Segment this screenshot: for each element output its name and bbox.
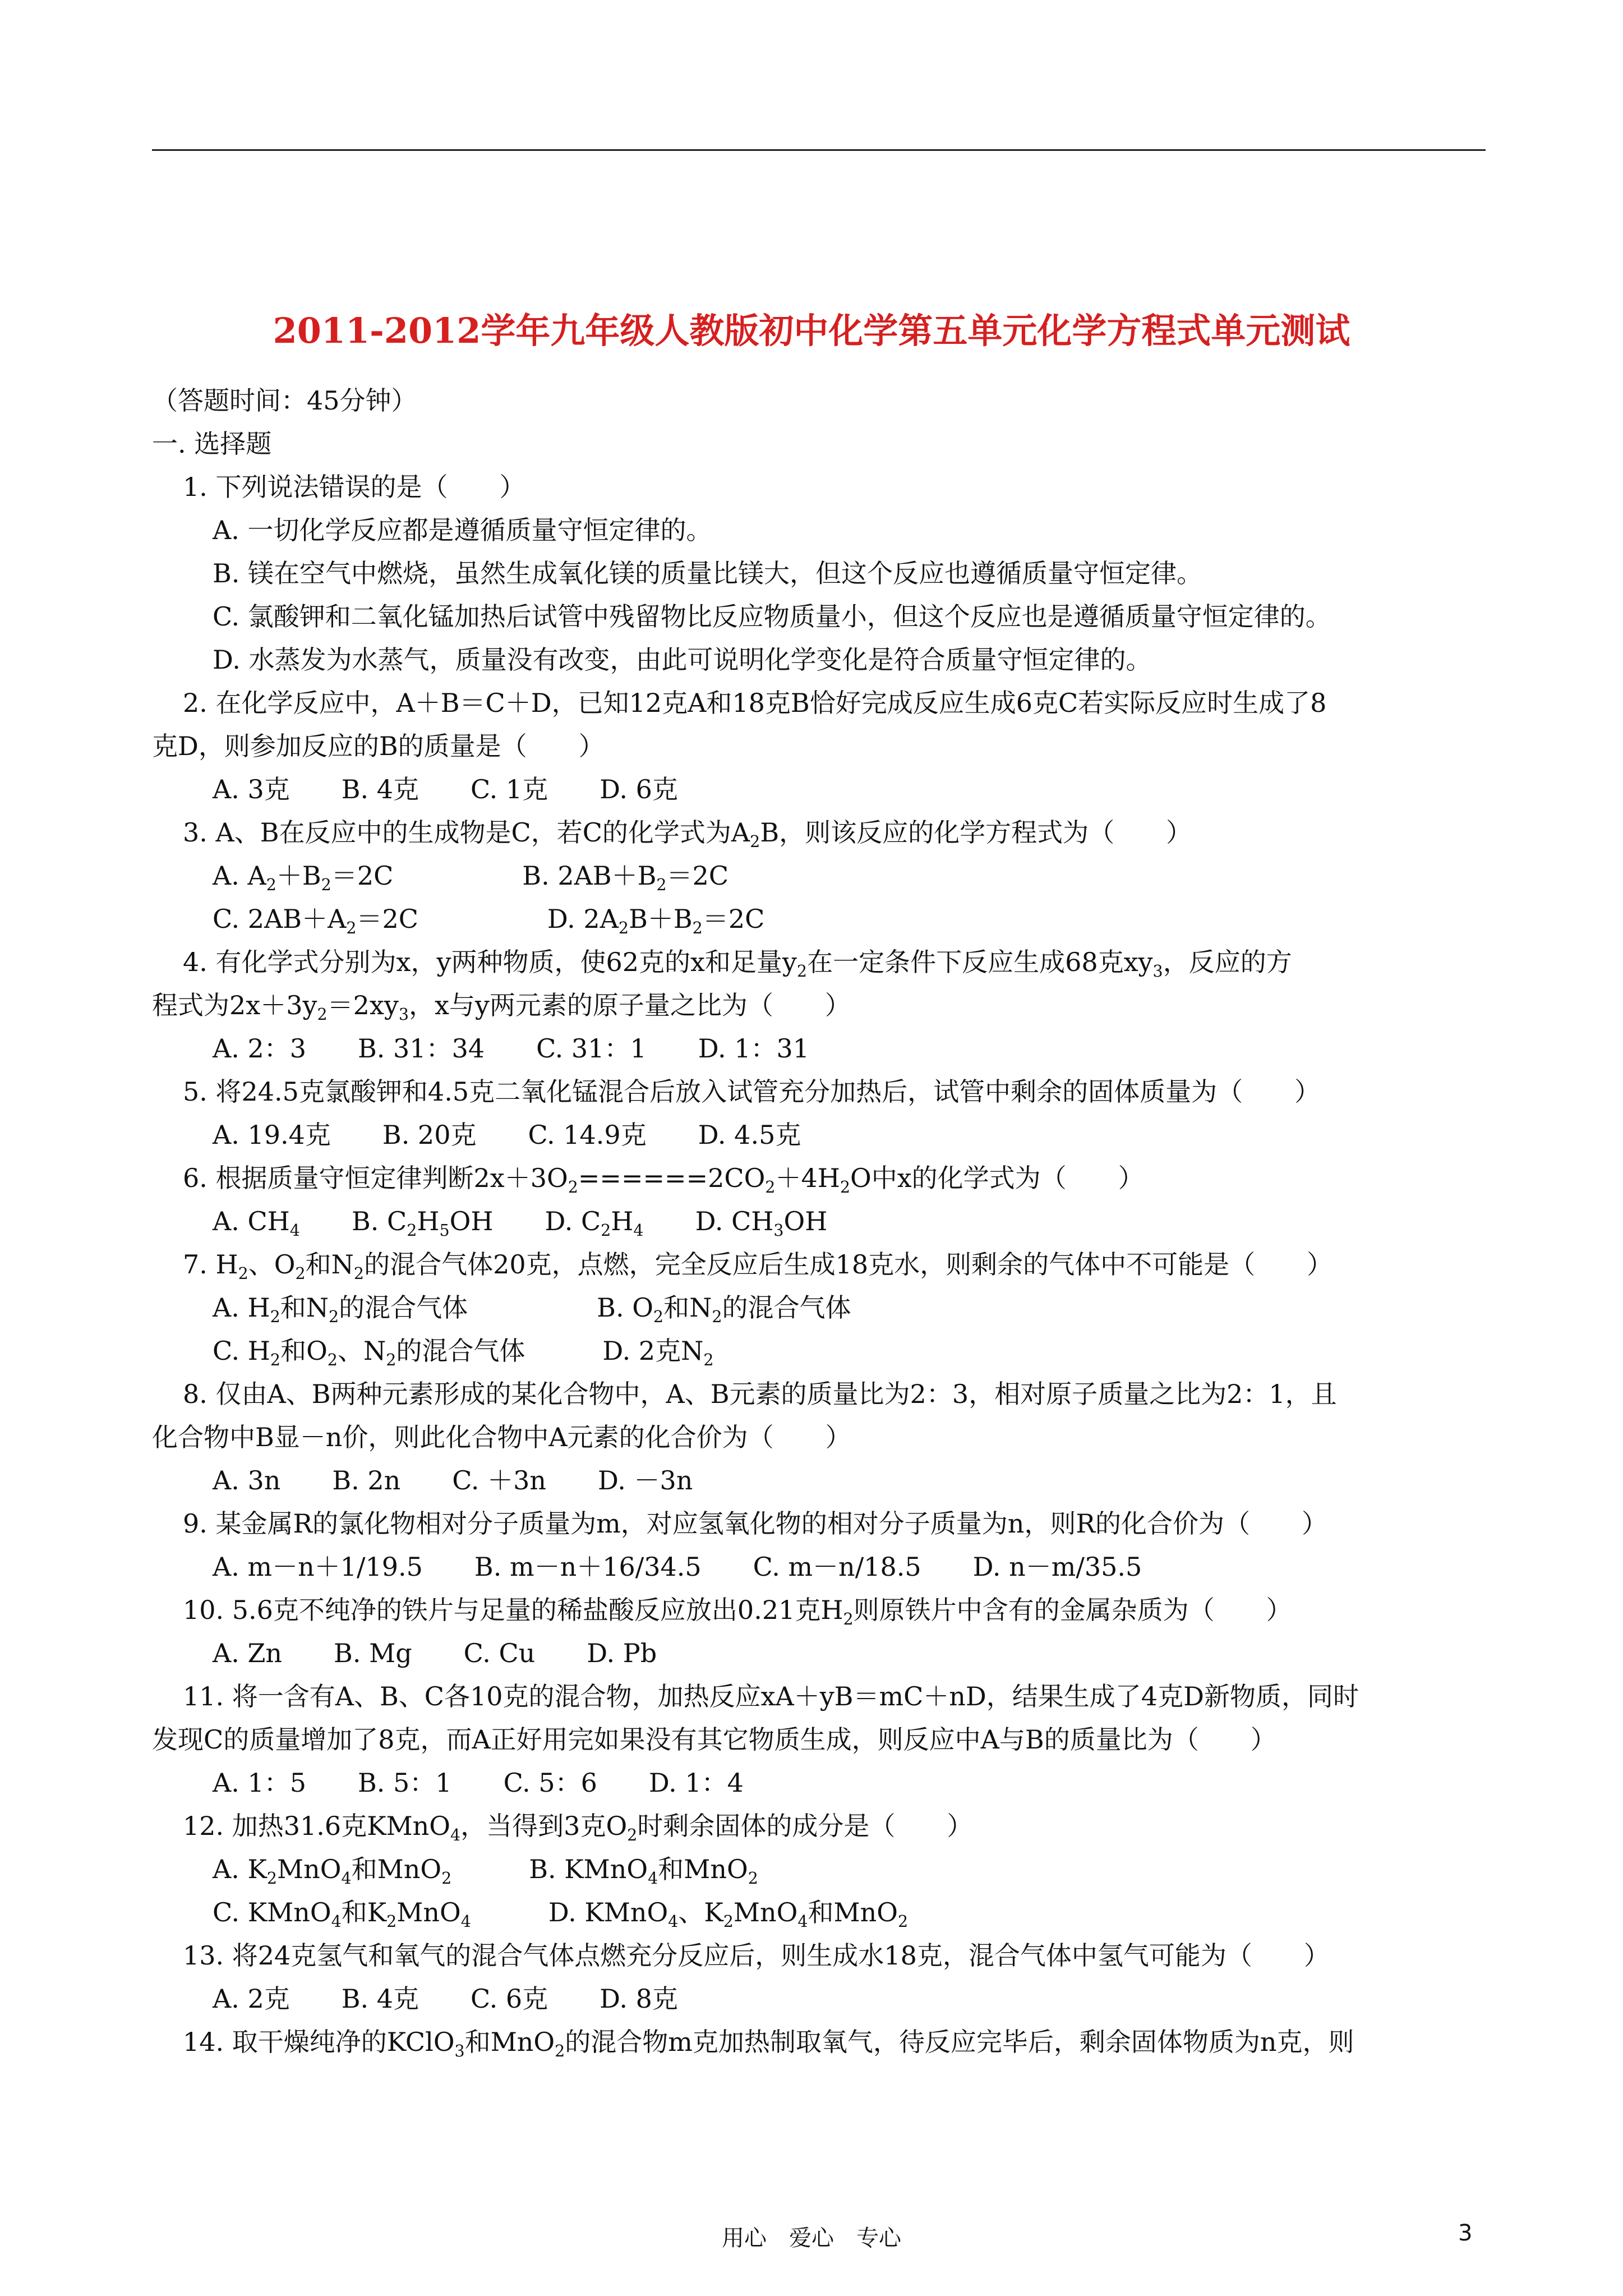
answer-option-line: A. 2：3 B. 31：34 C. 31：1 D. 1：31	[213, 1033, 809, 1064]
question-list	[152, 466, 1486, 2064]
page-footer: 用心 爱心 专心	[722, 2225, 901, 2251]
answer-option-line: A. $H_2$和$N_2$的混合气体 B. $O_2$和$N_2$的混合气体	[213, 1292, 851, 1327]
question-line: 14. 取干燥纯净的KClO$_3$和MnO$_2$的混合物m克加热制取氧气，待反应完毕后，剩余固体物质为n克，则	[183, 2027, 1354, 2061]
answer-option-line: C. KMnO$_4$和$K_2MnO_4$ D. KMnO$_4$、$K_2MnO_4$和MnO$_2$	[213, 1897, 909, 1931]
question-line: 8. 仅由A、B两种元素形成的某化合物中，A、B元素的质量比为2：3，相对原子质量之比为2：1，且	[183, 1379, 1337, 1409]
answer-option-line: C. $2AB+A_2=2C$ D. $2A_2B+B_2=2C$	[213, 904, 765, 938]
answer-option-line: D. 水蒸发为水蒸气，质量没有改变，由此可说明化学变化是符合质量守恒定律的。	[213, 645, 1152, 675]
page-title: 2011-2012学年九年级人教版初中化学第五单元化学方程式单元测试	[273, 310, 1350, 351]
question-line: 7. $H_2$、$O_2$和$N_2$的混合气体20克，点燃，完全反应后生成18克水，则剩余的气体中不可能是（ ）	[183, 1249, 1333, 1283]
question-line: 1. 下列说法错误的是（ ）	[183, 472, 525, 502]
question-line: 13. 将24克氢气和氧气的混合气体点燃充分反应后，则生成水18克，混合气体中氢气可能为（ ）	[183, 1940, 1330, 1971]
answer-option-line: A. 3克 B. 4克 C. 1克 D. 6克	[213, 774, 678, 804]
question-line: 3. A、B在反应中的生成物是C，若C的化学式为$A_2B$，则该反应的化学方程式为（ ）	[183, 817, 1192, 852]
answer-option-line: A. 一切化学反应都是遵循质量守恒定律的。	[213, 515, 712, 545]
question-line: 2. 在化学反应中，A＋B＝C＋D，已知12克A和18克B恰好完成反应生成6克C若实际反应时生成了8	[183, 688, 1327, 718]
answer-option-line: A. m－n＋1/19.5 B. m－n＋16/34.5 C. m－n/18.5 D. n－m/35.5	[213, 1552, 1142, 1582]
question-line: 克D，则参加反应的B的质量是（ ）	[152, 731, 605, 761]
section-heading: 一. 选择题	[152, 429, 272, 459]
answer-option-line: A. 19.4克 B. 20克 C. 14.9克 D. 4.5克	[213, 1120, 801, 1150]
time-note: （答题时间：45分钟）	[152, 385, 417, 416]
question-line: 程式为$2x+3y_2=2xy_3$，x与y两元素的原子量之比为（ ）	[152, 990, 851, 1024]
answer-option-line: A. Zn B. Mg C. Cu D. Pb	[213, 1638, 657, 1668]
page-number: 3	[1458, 2220, 1473, 2246]
question-line: 6. 根据质量守恒定律判断$2x+3O_2======2CO_2+4H_2O$中x的化学式为（ ）	[183, 1163, 1144, 1197]
answer-option-line: A. 2克 B. 4克 C. 6克 D. 8克	[213, 1984, 678, 2014]
answer-option-line: A. $K_2MnO_4$和MnO$_2$ B. KMnO$_4$和MnO$_2$	[213, 1854, 758, 1888]
question-line: 10. 5.6克不纯净的铁片与足量的稀盐酸反应放出0.21克$H_2$则原铁片中含有的金属杂质为（ ）	[183, 1595, 1292, 1629]
question-line: 发现C的质量增加了8克，而A正好用完如果没有其它物质生成，则反应中A与B的质量比为（ ）	[152, 1724, 1276, 1755]
answer-option-line: C. 氯酸钾和二氧化锰加热后试管中残留物比反应物质量小，但这个反应也是遵循质量守恒定律的。	[213, 601, 1331, 632]
question-line: 9. 某金属R的氯化物相对分子质量为m，对应氢氧化物的相对分子质量为n，则R的化合价为（ ）	[183, 1508, 1328, 1539]
question-line: 化合物中B显－n价，则此化合物中A元素的化合价为（ ）	[152, 1422, 851, 1452]
question-line: 4. 有化学式分别为x，y两种物质，使62克的x和足量$y_2$在一定条件下反应生成68克$xy_3$，反应的方	[183, 947, 1292, 981]
header-rule	[152, 149, 1486, 151]
answer-option-line: B. 镁在空气中燃烧，虽然生成氧化镁的质量比镁大，但这个反应也遵循质量守恒定律。	[213, 558, 1203, 588]
answer-option-line: C. $H_2$和$O_2$、$N_2$的混合气体 D. 2克$N_2$	[213, 1336, 714, 1370]
question-line: 5. 将24.5克氯酸钾和4.5克二氧化锰混合后放入试管充分加热后，试管中剩余的固体质量为（ ）	[183, 1076, 1321, 1107]
document-body	[152, 379, 1486, 2064]
answer-option-line: A. $A_2+B_2=2C$ B. $2AB+B_2=2C$	[213, 861, 729, 895]
answer-option-line: A. $CH_4$ B. $C_2H_5OH$ D. $C_2H_4$ D. $CH_3OH$	[213, 1206, 828, 1240]
answer-option-line: A. 3n B. 2n C. ＋3n D. －3n	[213, 1465, 693, 1496]
question-line: 12. 加热31.6克KMnO$_4$，当得到3克$O_2$时剩余固体的成分是（ ）	[183, 1811, 973, 1845]
answer-option-line: A. 1：5 B. 5：1 C. 5：6 D. 1：4	[213, 1768, 744, 1798]
question-line: 11. 将一含有A、B、C各10克的混合物，加热反应xA＋yB＝mC＋nD，结果生成了4克D新物质，同时	[183, 1681, 1359, 1711]
